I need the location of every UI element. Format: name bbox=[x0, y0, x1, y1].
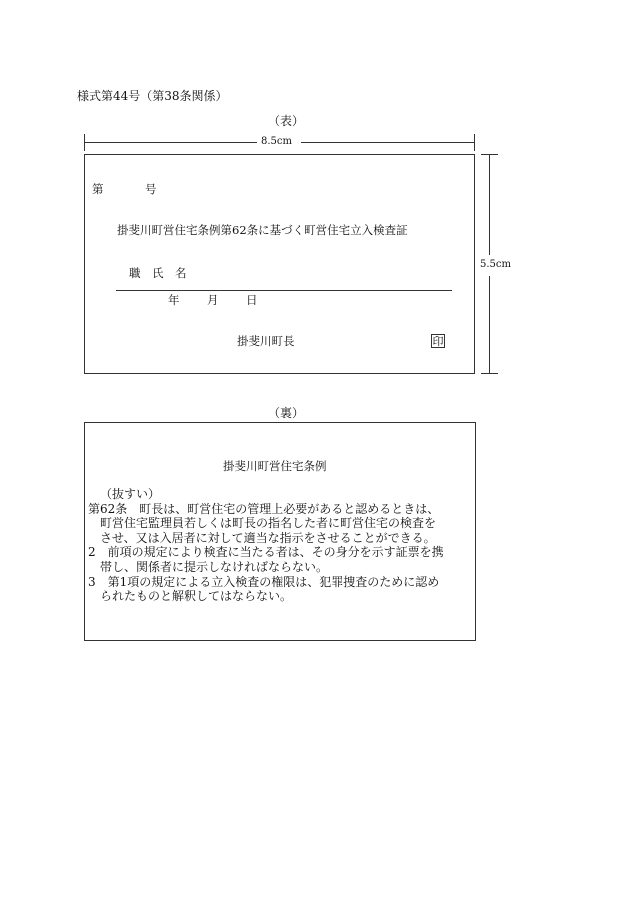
excerpt-note: （抜すい） bbox=[100, 487, 161, 501]
ordinance-line: させ、又は入居者に対して適当な指示をさせることができる。 bbox=[88, 530, 436, 545]
ordinance-line: 2 前項の規定により検査に当たる者は、その身分を示す証票を携 bbox=[88, 545, 444, 560]
width-line-right bbox=[301, 142, 474, 143]
ordinance-title: 掛斐川町営住宅条例 bbox=[223, 459, 327, 473]
date-year: 年 bbox=[168, 293, 180, 307]
ordinance-line: 帯し、関係者に提示しなければならない。 bbox=[88, 559, 329, 574]
height-line-bottom bbox=[489, 276, 490, 373]
ordinance-text bbox=[88, 487, 444, 604]
ordinance-line: 町営住宅監理員若しくは町長の指名した者に町営住宅の検査を bbox=[88, 516, 437, 531]
back-card bbox=[84, 422, 476, 641]
width-label: 8.5cm bbox=[261, 136, 292, 147]
height-label: 5.5cm bbox=[480, 259, 511, 270]
seal-mark: 印 bbox=[432, 335, 444, 348]
date-day: 日 bbox=[246, 293, 258, 307]
form-number: 様式第44号（第38条関係） bbox=[77, 89, 228, 103]
back-label: （裏） bbox=[268, 406, 305, 420]
width-line-left bbox=[84, 142, 257, 143]
date-month: 月 bbox=[207, 293, 219, 307]
number-prefix: 第 bbox=[92, 182, 104, 196]
height-line-top bbox=[489, 154, 490, 255]
ordinance-line: られたものと解釈してはならない。 bbox=[88, 589, 293, 604]
number-suffix: 号 bbox=[145, 182, 157, 196]
certificate-title: 掛斐川町営住宅条例第62条に基づく町営住宅立入検査証 bbox=[117, 223, 408, 237]
ordinance-line: 3 第1項の規定による立入検査の権限は、犯罪捜査のために認め bbox=[88, 574, 440, 589]
width-tick-right bbox=[474, 134, 475, 151]
name-label: 職 氏 名 bbox=[129, 266, 187, 280]
ordinance-line: 第62条 町長は、町営住宅の管理上必要があると認めるときは、 bbox=[88, 501, 440, 516]
front-card bbox=[84, 154, 475, 374]
front-label: （表） bbox=[268, 114, 305, 128]
issuer: 掛斐川町長 bbox=[237, 334, 295, 348]
name-underline bbox=[116, 290, 452, 291]
height-tick-bottom bbox=[481, 373, 498, 374]
